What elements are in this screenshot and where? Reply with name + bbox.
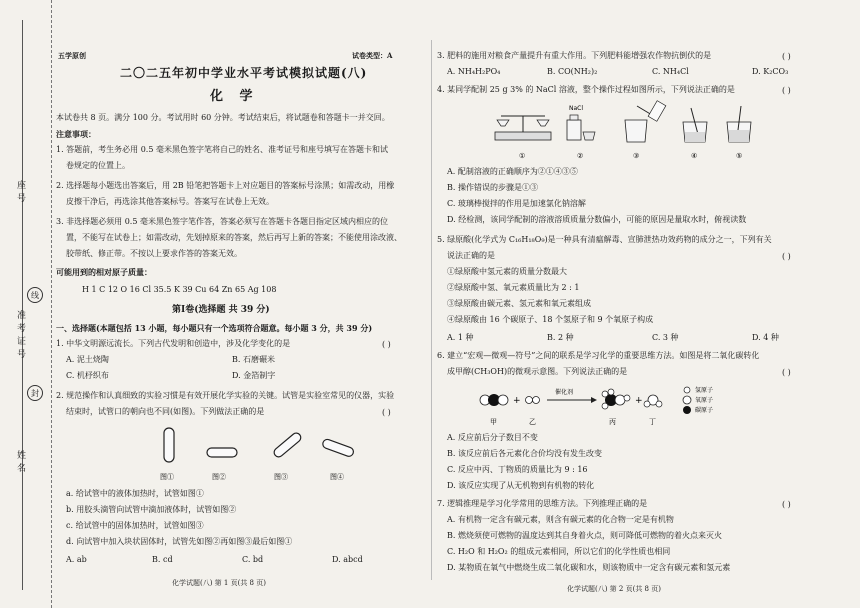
q7-option-b: B. 燃烧须使可燃物的温度达到其自身着火点，则可降低可燃物的着火点来灭火 bbox=[447, 531, 722, 540]
step-2-label: ② bbox=[577, 152, 584, 160]
q2-statement-c: c. 给试管中的固体加热时，试管如图③ bbox=[66, 521, 204, 530]
q1-option-d: D. 金箔制字 bbox=[232, 371, 276, 380]
note-3: 3. 非选择题必须用 0.5 毫米黑色签字笔作答，答案必须写在答题卡各题目指定区域内相应的位 bbox=[56, 217, 388, 226]
balance-scale bbox=[495, 116, 551, 140]
q6-stem-2: 成甲醇(CH₃OH)的微观示意图。下列说法正确的是 bbox=[447, 367, 628, 376]
q7-answer-paren: ( ) bbox=[782, 500, 791, 509]
cylinder-reading bbox=[683, 108, 707, 142]
q5-option-c: C. 3 种 bbox=[652, 333, 679, 342]
q6-stem-1: 6. 建立“宏观—微观—符号”之间的联系是学习化学的重要思维方法。如图是将二氧化碳转化 bbox=[437, 351, 760, 360]
page-divider bbox=[431, 40, 432, 580]
beaker-stirring bbox=[727, 106, 751, 142]
label-yi: 乙 bbox=[529, 418, 536, 426]
q4-option-c: C. 玻璃棒搅拌的作用是加速氯化钠溶解 bbox=[447, 199, 586, 208]
q1-option-b: B. 石磨碾米 bbox=[232, 355, 275, 364]
svg-text:+: + bbox=[635, 396, 643, 406]
q1-answer-paren: ( ) bbox=[382, 340, 391, 349]
page-1 bbox=[52, 0, 427, 608]
fig-label-3: 图③ bbox=[274, 473, 288, 481]
q4-option-a: A. 配制溶液的正确顺序为②①④③⑤ bbox=[447, 167, 578, 176]
q3-option-d: D. K₂CO₃ bbox=[752, 67, 789, 76]
q2-option-c: C. bd bbox=[242, 555, 264, 564]
notes-title: 注意事项： bbox=[56, 129, 96, 139]
q6-option-b: B. 该反应前后各元素化合价均没有发生改变 bbox=[447, 449, 602, 458]
step-4-label: ④ bbox=[691, 152, 698, 160]
q4-option-d: D. 经检测，该同学配制的溶液溶质质量分数偏小，可能的原因是量取水时，俯视读数 bbox=[447, 215, 747, 224]
q2-statement-a: a. 给试管中的液体加热时，试管如图① bbox=[66, 489, 204, 498]
reaction-figure bbox=[467, 382, 767, 430]
page-2 bbox=[437, 0, 847, 608]
binding-line bbox=[22, 20, 23, 590]
binding-circle-seal: 封 bbox=[27, 385, 43, 401]
catalyst-label: 催化剂 bbox=[555, 389, 574, 396]
tube-horizontal bbox=[207, 448, 237, 457]
q3-option-b: B. CO(NH₂)₂ bbox=[547, 67, 598, 76]
q3-option-c: C. NH₄Cl bbox=[652, 67, 689, 76]
note-2: 2. 选择题每小题选出答案后，用 2B 铅笔把答题卡上对应题目的答案标号涂黑；如需改动，用橡 bbox=[56, 181, 395, 190]
tube-vertical bbox=[164, 428, 174, 462]
exam-type: 试卷类型：A bbox=[352, 51, 393, 60]
q5-statement-2: ②绿原酸中氢、氧元素质量比为 2 : 1 bbox=[447, 283, 580, 292]
legend-hydrogen: 氢原子 bbox=[695, 387, 714, 394]
q1-option-a: A. 泥土烧陶 bbox=[66, 355, 109, 364]
exam-id-label: 准考证号 bbox=[15, 310, 25, 362]
q2-option-b: B. cd bbox=[152, 555, 173, 564]
binding-circle-line: 线 bbox=[27, 287, 43, 303]
atomic-values: H 1 C 12 O 16 Cl 35.5 K 39 Cu 64 Zn 65 Ag 108 bbox=[82, 285, 277, 294]
q7-option-d: D. 某物质在氧气中燃烧生成二氧化碳和水，则该物质中一定含有碳元素和氢元素 bbox=[447, 563, 731, 572]
q4-answer-paren: ( ) bbox=[782, 86, 791, 95]
molecule-co2 bbox=[480, 394, 508, 406]
note-1-cont: 卷规定的位置上。 bbox=[66, 161, 130, 170]
step-1-label: ① bbox=[519, 152, 526, 160]
note-2-cont: 皮擦干净后，再选涂其他答案标号。答案写在试卷上无效。 bbox=[66, 197, 274, 206]
svg-text:+: + bbox=[513, 396, 521, 406]
fig-label-1: 图① bbox=[160, 473, 174, 481]
section-title: 第Ⅰ卷(选择题 共 39 分) bbox=[172, 305, 270, 315]
q5-statement-3: ③绿原酸由碳元素、氢元素和氧元素组成 bbox=[447, 299, 591, 308]
exam-title: 二〇二五年初中学业水平考试模拟试题(八) bbox=[120, 66, 368, 80]
note-3-cont2: 胶带纸、修正带。不按以上要求作答的答案无效。 bbox=[66, 249, 242, 258]
molecule-methanol bbox=[602, 389, 630, 409]
q5-option-b: B. 2 种 bbox=[547, 333, 574, 342]
step-3-label: ③ bbox=[633, 152, 640, 160]
name-label: 姓名 bbox=[15, 450, 25, 476]
q1-stem: 1. 中华文明源远流长。下列古代发明和创造中，涉及化学变化的是 bbox=[56, 339, 291, 348]
q5-stem-1: 5. 绿原酸(化学式为 C₁₆H₁₈O₉)是一种具有清瘟解毒、宣肺泄热功效药物的成分之一，下列有关 bbox=[437, 235, 772, 244]
nacl-bottle bbox=[567, 105, 595, 140]
q5-option-a: A. 1 种 bbox=[447, 333, 474, 342]
label-ding: 丁 bbox=[649, 418, 656, 426]
q2-statement-b: b. 用胶头滴管向试管中滴加液体时，试管如图② bbox=[66, 505, 237, 514]
q7-stem: 7. 逻辑推理是学习化学常用的思维方法。下列推理正确的是 bbox=[437, 499, 648, 508]
note-1: 1. 答题前，考生务必用 0.5 毫米黑色签字笔将自己的姓名、准考证号和座号填写在答题卡和试 bbox=[56, 145, 388, 154]
molecule-h2 bbox=[526, 397, 540, 404]
fig-label-4: 图④ bbox=[330, 473, 344, 481]
q4-stem: 4. 某同学配制 25 g 3% 的 NaCl 溶液，整个操作过程如图所示，下列说法正确的是 bbox=[437, 85, 735, 94]
q2-stem-1: 2. 规范操作和认真细致的实验习惯是有效开展化学实验的关键。试管是实验室常见的仪器，实验 bbox=[56, 391, 395, 400]
q6-answer-paren: ( ) bbox=[782, 368, 791, 377]
q2-stem-2: 结束时，试管口的朝向也不同(如图)。下列做法正确的是 bbox=[66, 407, 265, 416]
legend-oxygen: 氧原子 bbox=[695, 397, 714, 404]
legend-carbon: 碳原子 bbox=[695, 407, 714, 414]
tube-tilted-up bbox=[272, 431, 302, 458]
label-jia: 甲 bbox=[490, 418, 497, 426]
solution-prep-figure bbox=[487, 98, 777, 162]
label-bing: 丙 bbox=[609, 418, 616, 426]
source-note: 五学原创 bbox=[58, 51, 86, 60]
section-instructions: 一、选择题(本题包括 13 小题，每小题只有一个选项符合题意。每小题 3 分，共 39 分) bbox=[56, 323, 373, 333]
q3-answer-paren: ( ) bbox=[782, 52, 791, 61]
footer-page-1: 化学试题(八) 第 1 页(共 8 页) bbox=[172, 579, 266, 587]
q2-statement-d: d. 向试管中加入块状固体时，试管先如图②再如图③最后如图① bbox=[66, 537, 293, 546]
q5-answer-paren: ( ) bbox=[782, 252, 791, 261]
atomic-title: 可能用到的相对原子质量： bbox=[56, 267, 152, 277]
q5-statement-4: ④绿原酸由 16 个碳原子、18 个氢原子和 9 个氧原子构成 bbox=[447, 315, 654, 324]
seat-label: 座号 bbox=[15, 180, 25, 206]
step-5-label: ⑤ bbox=[736, 152, 743, 160]
q5-stem-2: 说法正确的是 bbox=[447, 251, 495, 260]
legend bbox=[683, 386, 713, 414]
subject-title: 化 学 bbox=[210, 89, 259, 104]
nacl-label: NaCl bbox=[569, 105, 584, 112]
q6-option-a: A. 反应前后分子数目不变 bbox=[447, 433, 538, 442]
test-tube-figure bbox=[152, 424, 362, 484]
q5-statement-1: ①绿原酸中氢元素的质量分数最大 bbox=[447, 267, 567, 276]
q7-option-c: C. H₂O 和 H₂O₂ 的组成元素相同，所以它们的化学性质也相同 bbox=[447, 547, 671, 556]
molecule-h2o bbox=[644, 395, 662, 407]
q2-option-a: A. ab bbox=[66, 555, 87, 564]
q3-option-a: A. NH₄H₂PO₄ bbox=[447, 67, 501, 76]
q7-option-a: A. 有机物一定含有碳元素，则含有碳元素的化合物一定是有机物 bbox=[447, 515, 674, 524]
note-3-cont: 置，不能写在试卷上；如需改动，先划掉原来的答案，然后再写上新的答案；不能使用涂改液、 bbox=[66, 233, 402, 242]
intro-text: 本试卷共 8 页。满分 100 分。考试用时 60 分钟。考试结束后，将试题卷和答题卡一并交回。 bbox=[56, 113, 390, 122]
fig-label-2: 图② bbox=[212, 473, 226, 481]
q6-option-c: C. 反应中丙、丁物质的质量比为 9 : 16 bbox=[447, 465, 588, 474]
q4-option-b: B. 操作错误的步骤是①③ bbox=[447, 183, 538, 192]
q6-option-d: D. 该反应实现了从无机物到有机物的转化 bbox=[447, 481, 595, 490]
q5-option-d: D. 4 种 bbox=[752, 333, 779, 342]
q3-stem: 3. 肥料的施用对粮食产量提升有重大作用。下列肥料能增强农作物抗倒伏的是 bbox=[437, 51, 712, 60]
footer-page-2: 化学试题(八) 第 2 页(共 8 页) bbox=[567, 585, 661, 593]
beaker-pour bbox=[625, 101, 666, 142]
q2-answer-paren: ( ) bbox=[382, 408, 391, 417]
q2-option-d: D. abcd bbox=[332, 555, 363, 564]
binding-strip bbox=[0, 0, 52, 608]
tube-tilted-down bbox=[322, 438, 355, 457]
q1-option-c: C. 机杼织布 bbox=[66, 371, 109, 380]
